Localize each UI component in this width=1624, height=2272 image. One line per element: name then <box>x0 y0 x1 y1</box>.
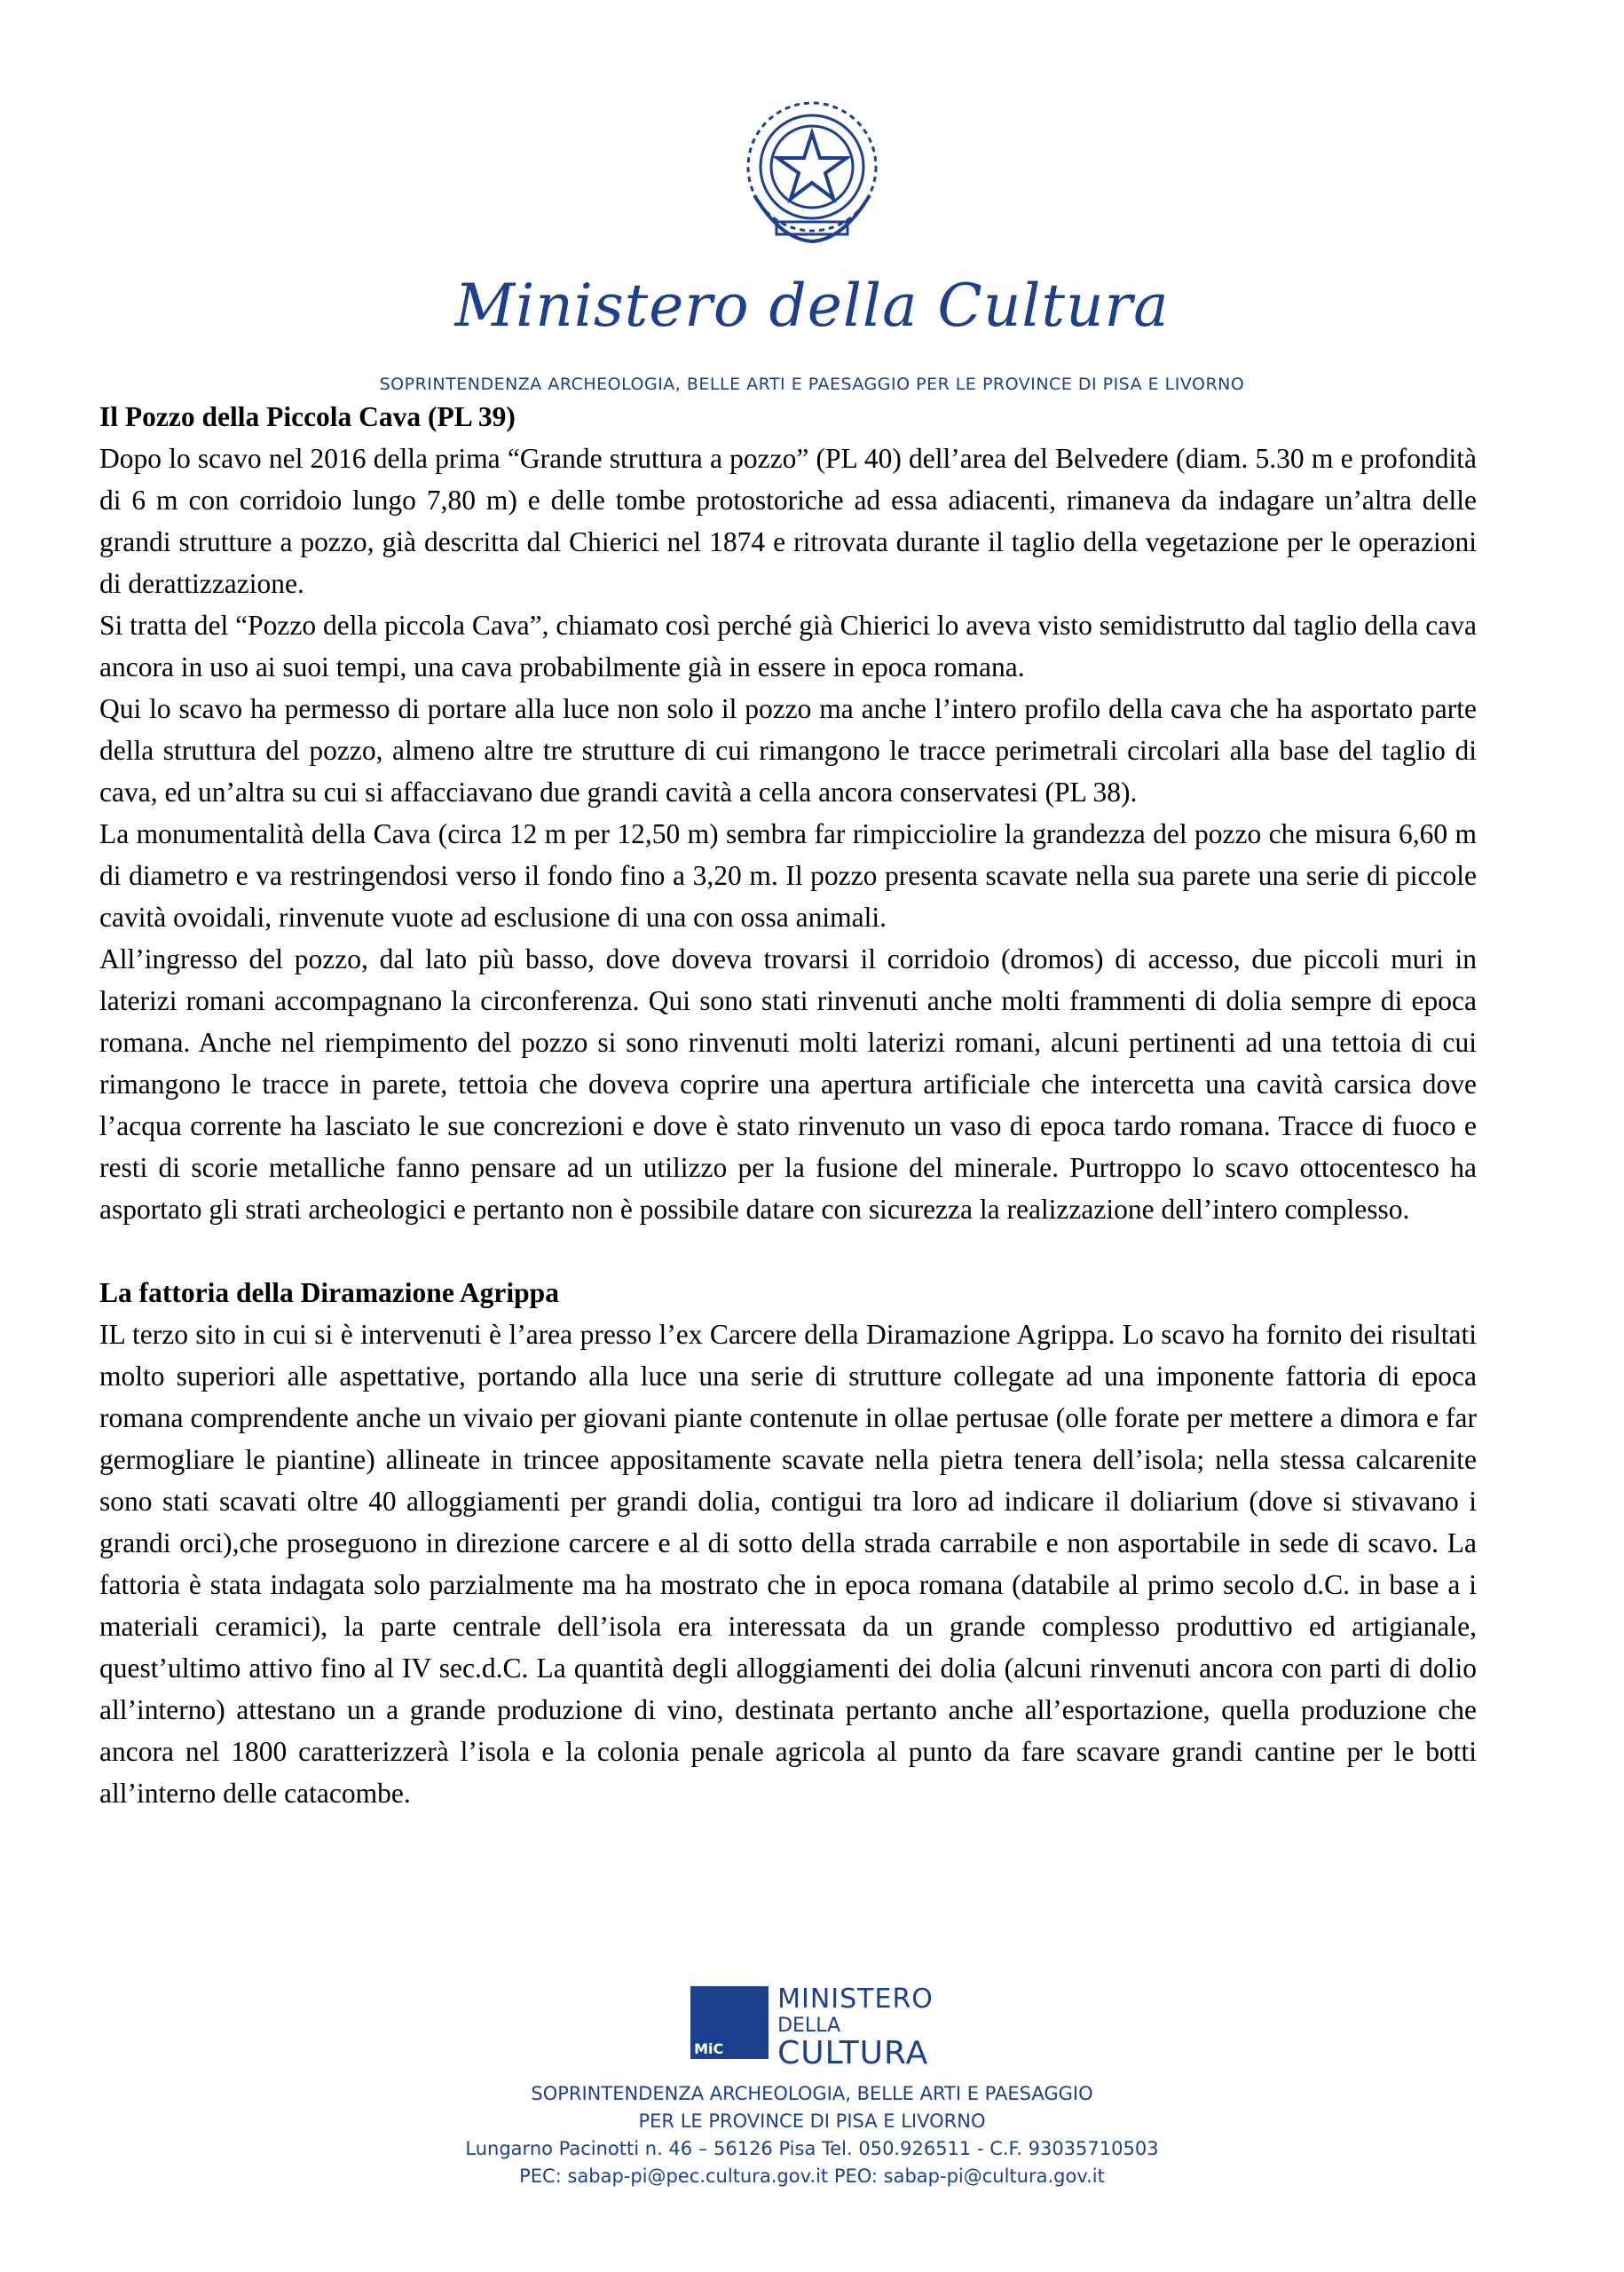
paragraph: All’ingresso del pozzo, dal lato più basso, dove doveva trovarsi il corridoio (dromos) di accesso, due piccoli muri in laterizi romani accompagnano la circonferenza. Qui sono stati rinvenuti anche molti frammenti di dolia sempre di epoca romana. Anche nel riempimento del pozzo si sono rinvenuti molti laterizi romani, alcuni pertinenti ad una tettoia di cui rimangono le tracce in parete, tettoia che doveva coprire una apertura artificiale che intercetta una cavità carsica dove l’acqua corrente ha lasciato le sue concrezioni e dove è stato rinvenuto un vaso di epoca tardo romana. Tracce di fuoco e resti di scorie metalliche fanno pensare ad un utilizzo per la fusione del minerale. Purtroppo lo scavo ottocentesco ha asportato gli strati archeologici e pertanto non è possibile datare con sicurezza la realizzazione dell’intero complesso. <box>99 943 1477 1225</box>
section-heading: La fattoria della Diramazione Agrippa <box>99 1277 559 1308</box>
paragraph: La monumentalità della Cava (circa 12 m per 12,50 m) sembra far rimpicciolire la grandezza del pozzo che misura 6,60 m di diametro e va restringendosi verso il fondo fino a 3,20 m. Il pozzo presenta scavate nella sua parete una serie di piccole cavità ovoidali, rinvenute vuote ad esclusione di una con ossa animali. <box>99 818 1477 933</box>
office-name: SOPRINTENDENZA ARCHEOLOGIA, BELLE ARTI E PAESAGGIO PER LE PROVINCE DI PISA E LIVORNO <box>379 375 1245 394</box>
paragraph: Qui lo scavo ha permesso di portare alla luce non solo il pozzo ma anche l’intero profilo della cava che ha asportato parte della struttura del pozzo, almeno altre tre strutture di cui rimangono le tracce perimetrali circolari alla base del taglio di cava, ed un’altra su cui si affacciavano due grandi cavità a cella ancora conservatesi (PL 38). <box>99 693 1477 808</box>
paragraph: Si tratta del “Pozzo della piccola Cava”, chiamato così perché già Chierici lo aveva visto semidistrutto dal taglio della cava ancora in uso ai suoi tempi, una cava probabilmente già in essere in epoca romana. <box>99 610 1477 682</box>
italian-republic-emblem-icon <box>728 89 896 257</box>
ministry-name: Ministero della Cultura <box>454 272 1170 340</box>
footer-office-line: PER LE PROVINCE DI PISA E LIVORNO <box>638 2110 986 2132</box>
mic-logo-icon <box>690 1986 769 2059</box>
footer-email-line: PEC: sabap-pi@pec.cultura.gov.it PEO: sabap-pi@cultura.gov.it <box>519 2166 1105 2187</box>
logo-line: DELLA <box>777 2015 841 2037</box>
mic-logo-text <box>777 1986 934 2070</box>
section-spacer <box>99 1230 1477 1272</box>
mic-logo <box>690 1986 934 2070</box>
paragraph: IL terzo sito in cui si è intervenuti è l’area presso l’ex Carcere della Diramazione Agrippa. Lo scavo ha fornito dei risultati molto superiori alle aspettative, portando alla luce una serie di strutture collegate ad una imponente fattoria di epoca romana comprendente anche un vivaio per giovani piante contenute in ollae pertusae (olle forate per mettere a dimora e far germogliare le piantine) allineate in trincee appositamente scavate nella pietra tenera dell’isola; nella stessa calcarenite sono stati scavati oltre 40 alloggiamenti per grandi dolia, contigui tra loro ad indicare il doliarium (dove si stivavano i grandi orci),che proseguono in direzione carcere e al di sotto della strada carrabile e non asportabile in sede di scavo. La fattoria è stata indagata solo parzialmente ma ha mostrato che in epoca romana (databile al primo secolo d.C. in base a i materiali ceramici), la parte centrale dell’isola era interessata da un grande complesso produttivo ed artigianale, quest’ultimo attivo fino al IV sec.d.C. La quantità degli alloggiamenti dei dolia (alcuni rinvenuti ancora con parti di dolio all’interno) attestano un a grande produzione di vino, destinata pertanto anche all’esportazione, quella produzione che ancora nel 1800 caratterizzerà l’isola e la colonia penale agricola al punto da fare scavare grandi cantine per le botti all’interno delle catacombe. <box>99 1319 1477 1809</box>
mic-logo-mark: MiC <box>694 2040 724 2057</box>
paragraph: Dopo lo scavo nel 2016 della prima “Grande struttura a pozzo” (PL 40) dell’area del Belvedere (diam. 5.30 m e profondità di 6 m con corridoio lungo 7,80 m) e delle tombe protostoriche ad essa adiacenti, rimaneva da indagare un’altra delle grandi strutture a pozzo, già descritta dal Chierici nel 1874 e ritrovata durante il taglio della vegetazione per le operazioni di derattizzazione. <box>99 443 1477 599</box>
footer <box>0 1986 1624 2190</box>
document-body <box>99 396 1477 1814</box>
letterhead <box>0 89 1624 394</box>
section-heading: Il Pozzo della Piccola Cava (PL 39) <box>99 401 516 432</box>
logo-line: CULTURA <box>777 2035 929 2071</box>
logo-line: MINISTERO <box>777 1984 934 2015</box>
footer-address-line: Lungarno Pacinotti n. 46 – 56126 Pisa Tel. 050.926511 - C.F. 93035710503 <box>465 2138 1159 2159</box>
footer-office-line: SOPRINTENDENZA ARCHEOLOGIA, BELLE ARTI E PAESAGGIO <box>531 2083 1093 2104</box>
